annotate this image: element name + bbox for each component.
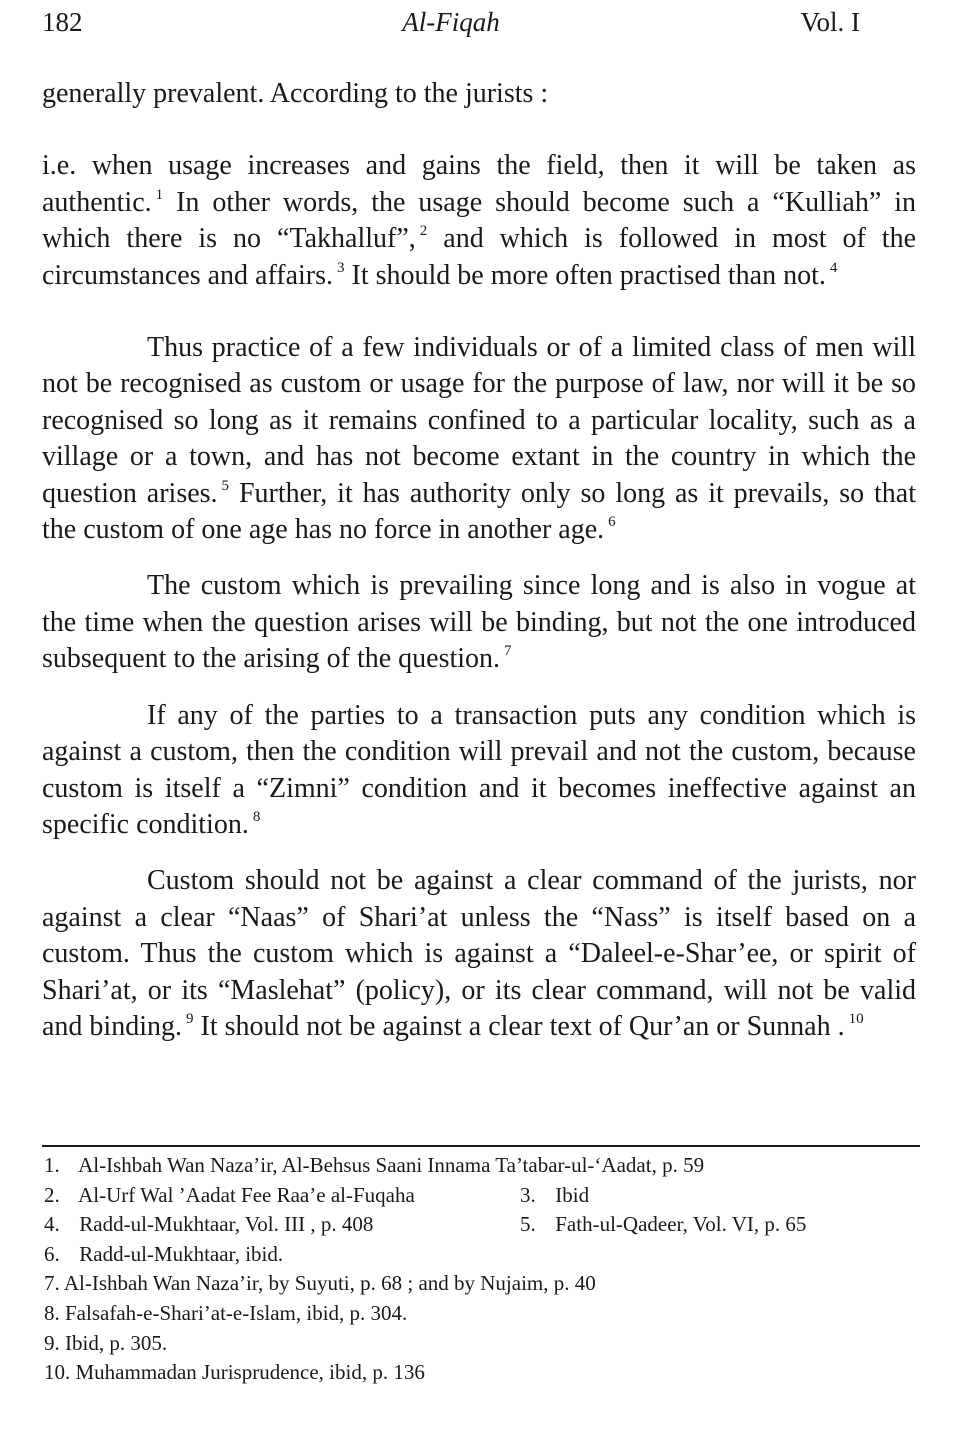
paragraph-2-part-a: i.e. when usage increases and gains the field, then it will be taken as authentic.	[42, 150, 916, 218]
paragraph-3-part-a: Thus practice of a few individuals or of a limited class of men will not be recognised as custom or usage for the purpose of law, nor will it be so recognised so long as it remains confined to a particular locality, such as a village or a town, and has not become extant in the country in which the question arises.	[42, 332, 916, 509]
footnote-7	[44, 1269, 914, 1299]
footnote-ref-1[interactable]: 1	[155, 186, 164, 203]
footnote-6	[44, 1240, 914, 1270]
footnote-9	[44, 1329, 914, 1359]
footnote-divider	[42, 1145, 920, 1147]
footnotes	[44, 1151, 914, 1388]
footnote-10	[44, 1358, 914, 1388]
footnote-number: 1.	[44, 1153, 60, 1177]
footnote-number: 6.	[44, 1241, 60, 1266]
footnote-number: 8.	[44, 1300, 60, 1325]
footnote-ref-2[interactable]: 2	[419, 223, 428, 240]
paragraph-6	[42, 863, 916, 1045]
paragraph-4	[42, 568, 916, 677]
footnote-number: 7.	[44, 1271, 60, 1296]
volume-label: Vol. I	[800, 7, 860, 37]
footnote-number: 3.	[520, 1182, 536, 1207]
footnote-text: Fath-ul-Qadeer, Vol. VI, p. 65	[555, 1212, 807, 1237]
footnote-text: Falsafah-e-Shari’at-e-Islam, ibid, p. 304.	[65, 1300, 408, 1325]
page-number: 182	[42, 7, 83, 37]
paragraph-2-part-d: It should be more often practised than not.	[351, 259, 826, 291]
footnote-3	[520, 1181, 589, 1211]
paragraph-2	[42, 148, 916, 294]
paragraph-6-part-b: It should not be against a clear text of Qur’an or Sunnah .	[200, 1010, 845, 1042]
footnote-text: Ibid	[555, 1182, 590, 1207]
footnote-number: 2.	[44, 1182, 60, 1207]
footnote-ref-4[interactable]: 4	[829, 259, 838, 276]
footnote-text: Al-Ishbah Wan Naza’ir, by Suyuti, p. 68 ; and by Nujaim, p. 40	[63, 1271, 596, 1296]
footnote-5	[520, 1210, 806, 1240]
paragraph-2-part-c: and which is followed in most of the circumstances and affairs.	[42, 223, 917, 291]
paragraph-5-text: If any of the parties to a transaction puts any condition which is against a custom, then the condition will prevail and not the custom, because custom is itself a “Zimni” condition and it becomes ineffective against an specific condition.	[42, 699, 916, 840]
footnote-text: Radd-ul-Mukhtaar, Vol. III , p. 408	[79, 1212, 374, 1237]
footnote-ref-3[interactable]: 3	[337, 259, 345, 276]
body-text	[42, 76, 916, 1045]
footnote-ref-8[interactable]: 8	[252, 808, 261, 825]
footnote-ref-9[interactable]: 9	[186, 1010, 194, 1027]
footnote-ref-10[interactable]: 10	[848, 1010, 864, 1027]
footnote-number: 10.	[44, 1360, 71, 1385]
paragraph-1: generally prevalent. According to the jurists :	[42, 78, 549, 109]
footnote-text: Radd-ul-Mukhtaar, ibid.	[79, 1241, 284, 1266]
footnote-ref-5[interactable]: 5	[221, 477, 230, 494]
footnote-number: 5.	[520, 1212, 536, 1237]
footnote-number: 9.	[44, 1330, 60, 1355]
footnote-ref-6[interactable]: 6	[608, 514, 616, 531]
book-title: Al-Fiqah	[402, 7, 500, 37]
footnote-1	[44, 1151, 914, 1181]
footnote-row-4-5	[44, 1210, 914, 1240]
paragraph-3	[42, 330, 916, 548]
footnote-text: Al-Urf Wal ’Aadat Fee Raa’e al-Fuqaha	[78, 1182, 415, 1207]
footnote-row-2-3	[44, 1181, 914, 1211]
footnote-8	[44, 1299, 914, 1329]
page-header	[42, 4, 860, 40]
paragraph-6-part-a: Custom should not be against a clear command of the jurists, nor against a clear “Naas” of Shari’at unless the “Nass” is itself based on a custom. Thus the custom which is against a “Daleel-e-Shar’ee, or spirit of Shari’at, or its “Maslehat” (policy), or its clear command, will not be valid and binding.	[42, 865, 916, 1042]
footnote-text: Al-Ishbah Wan Naza’ir, Al-Behsus Saani Innama Ta’tabar-ul-‘Aadat, p. 59	[78, 1153, 705, 1177]
footnote-text: Ibid, p. 305.	[65, 1330, 168, 1355]
footnote-ref-7[interactable]: 7	[504, 643, 512, 660]
paragraph-4-text: The custom which is prevailing since long and is also in vogue at the time when the question arises will be binding, but not the one introduced subsequent to the arising of the question.	[42, 570, 916, 675]
footnote-number: 4.	[44, 1212, 60, 1237]
paragraph-2-part-b: In other words, the usage should become such a “Kulliah” in which there is no “Takhalluf”,	[42, 186, 917, 255]
paragraph-5	[42, 698, 916, 844]
paragraph-3-part-b: Further, it has authority only so long as it prevails, so that the custom of one age has no force in another age.	[42, 477, 917, 546]
footnote-text: Muhammadan Jurisprudence, ibid, p. 136	[75, 1360, 425, 1385]
